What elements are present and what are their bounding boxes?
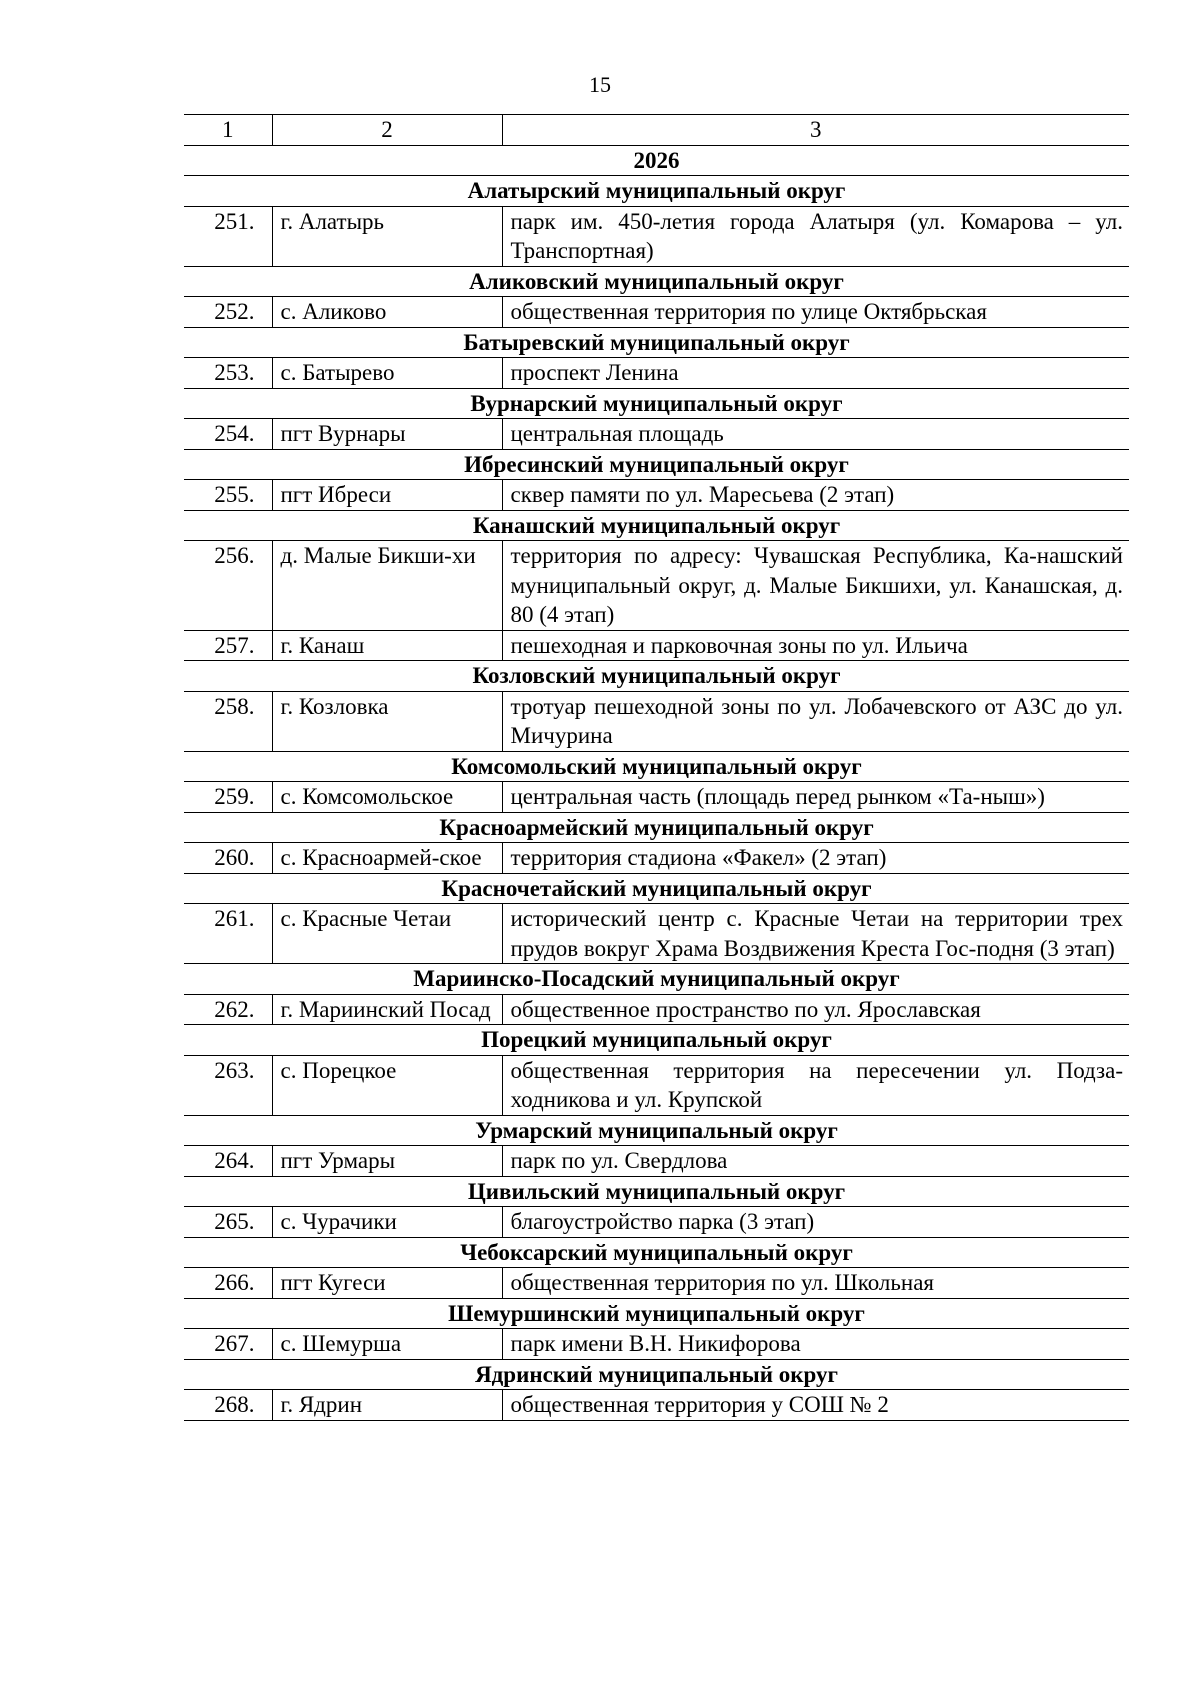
settlement-cell: с. Порецкое (272, 1055, 502, 1115)
year-heading: 2026 (184, 145, 1129, 176)
description-cell: территория стадиона «Факел» (2 этап) (502, 843, 1129, 874)
row-number: 261. (184, 904, 272, 964)
table-body (184, 115, 1129, 1421)
description-cell: благоустройство парка (3 этап) (502, 1207, 1129, 1238)
column-number-1: 1 (184, 115, 272, 146)
settlement-cell: с. Комсомольское (272, 782, 502, 813)
district-heading: Вурнарский муниципальный округ (184, 388, 1129, 419)
settlement-cell: пгт Урмары (272, 1146, 502, 1177)
district-heading-row (184, 1025, 1129, 1056)
settlement-cell: г. Канаш (272, 630, 502, 661)
district-heading: Козловский муниципальный округ (184, 661, 1129, 692)
column-number-3: 3 (502, 115, 1129, 146)
district-heading-row (184, 751, 1129, 782)
district-heading-row (184, 176, 1129, 207)
settlement-cell: с. Красные Четаи (272, 904, 502, 964)
district-heading-row (184, 1237, 1129, 1268)
district-heading: Батыревский муниципальный округ (184, 327, 1129, 358)
year-row (184, 145, 1129, 176)
description-cell: общественная территория по ул. Школьная (502, 1268, 1129, 1299)
page-number: 15 (589, 72, 611, 97)
district-heading: Алатырский муниципальный округ (184, 176, 1129, 207)
description-cell: парк по ул. Свердлова (502, 1146, 1129, 1177)
row-number: 262. (184, 994, 272, 1025)
table-row (184, 1207, 1129, 1238)
row-number: 257. (184, 630, 272, 661)
settlement-cell: пгт Ибреси (272, 480, 502, 511)
row-number: 258. (184, 691, 272, 751)
district-heading: Чебоксарский муниципальный округ (184, 1237, 1129, 1268)
table-row (184, 419, 1129, 450)
row-number: 268. (184, 1390, 272, 1421)
district-heading: Красночетайский муниципальный округ (184, 873, 1129, 904)
district-heading: Порецкий муниципальный округ (184, 1025, 1129, 1056)
district-heading: Аликовский муниципальный округ (184, 266, 1129, 297)
district-heading-row (184, 327, 1129, 358)
table-row (184, 1055, 1129, 1115)
table-row (184, 630, 1129, 661)
column-numbers-row (184, 115, 1129, 146)
table-row (184, 1146, 1129, 1177)
settlement-cell: с. Красноармей-ское (272, 843, 502, 874)
table-row (184, 1329, 1129, 1360)
row-number: 254. (184, 419, 272, 450)
district-heading-row (184, 1115, 1129, 1146)
row-number: 259. (184, 782, 272, 813)
description-cell: общественная территория на пересечении ул. Подза-ходникова и ул. Крупской (502, 1055, 1129, 1115)
table-row (184, 1268, 1129, 1299)
description-cell: пешеходная и парковочная зоны по ул. Ильича (502, 630, 1129, 661)
description-cell: исторический центр с. Красные Четаи на территории трех прудов вокруг Храма Воздвижения Креста Гос-подня (3 этап) (502, 904, 1129, 964)
row-number: 267. (184, 1329, 272, 1360)
settlement-cell: с. Батырево (272, 358, 502, 389)
district-heading-row (184, 661, 1129, 692)
settlement-cell: с. Шемурша (272, 1329, 502, 1360)
settlement-cell: пгт Кугеси (272, 1268, 502, 1299)
row-number: 260. (184, 843, 272, 874)
district-heading-row (184, 266, 1129, 297)
district-heading: Урмарский муниципальный округ (184, 1115, 1129, 1146)
description-cell: парк им. 450-летия города Алатыря (ул. Комарова – ул. Транспортная) (502, 206, 1129, 266)
settlement-cell: д. Малые Бикши-хи (272, 541, 502, 631)
district-heading-row (184, 1298, 1129, 1329)
district-heading: Ядринский муниципальный округ (184, 1359, 1129, 1390)
row-number: 265. (184, 1207, 272, 1238)
description-cell: центральная площадь (502, 419, 1129, 450)
settlement-cell: г. Козловка (272, 691, 502, 751)
district-heading-row (184, 812, 1129, 843)
district-heading-row (184, 873, 1129, 904)
district-heading-row (184, 1176, 1129, 1207)
description-cell: территория по адресу: Чувашская Республика, Ка-нашский муниципальный округ, д. Малые Бикшихи, ул. Канашская, д. 80 (4 этап) (502, 541, 1129, 631)
table-row (184, 297, 1129, 328)
district-heading: Цивильский муниципальный округ (184, 1176, 1129, 1207)
district-heading-row (184, 964, 1129, 995)
settlement-cell: с. Чурачики (272, 1207, 502, 1238)
description-cell: общественная территория у СОШ № 2 (502, 1390, 1129, 1421)
description-cell: тротуар пешеходной зоны по ул. Лобачевского от АЗС до ул. Мичурина (502, 691, 1129, 751)
row-number: 264. (184, 1146, 272, 1177)
table-row (184, 541, 1129, 631)
description-cell: проспект Ленина (502, 358, 1129, 389)
territories-table (184, 114, 1129, 1421)
district-heading-row (184, 388, 1129, 419)
district-heading: Мариинско-Посадский муниципальный округ (184, 964, 1129, 995)
table-row (184, 994, 1129, 1025)
row-number: 255. (184, 480, 272, 511)
settlement-cell: г. Ядрин (272, 1390, 502, 1421)
row-number: 252. (184, 297, 272, 328)
column-number-2: 2 (272, 115, 502, 146)
table-row (184, 691, 1129, 751)
row-number: 266. (184, 1268, 272, 1299)
description-cell: общественная территория по улице Октябрьская (502, 297, 1129, 328)
row-number: 256. (184, 541, 272, 631)
description-cell: центральная часть (площадь перед рынком «Та-ныш») (502, 782, 1129, 813)
description-cell: сквер памяти по ул. Маресьева (2 этап) (502, 480, 1129, 511)
table-row (184, 206, 1129, 266)
district-heading: Комсомольский муниципальный округ (184, 751, 1129, 782)
row-number: 253. (184, 358, 272, 389)
description-cell: общественное пространство по ул. Ярославская (502, 994, 1129, 1025)
row-number: 251. (184, 206, 272, 266)
district-heading-row (184, 1359, 1129, 1390)
table-row (184, 904, 1129, 964)
table-row (184, 358, 1129, 389)
district-heading-row (184, 449, 1129, 480)
settlement-cell: с. Аликово (272, 297, 502, 328)
district-heading: Канашский муниципальный округ (184, 510, 1129, 541)
row-number: 263. (184, 1055, 272, 1115)
table-row (184, 1390, 1129, 1421)
settlement-cell: г. Алатырь (272, 206, 502, 266)
settlement-cell: г. Мариинский Посад (272, 994, 502, 1025)
district-heading: Красноармейский муниципальный округ (184, 812, 1129, 843)
table-row (184, 480, 1129, 511)
description-cell: парк имени В.Н. Никифорова (502, 1329, 1129, 1360)
table-row (184, 843, 1129, 874)
district-heading: Шемуршинский муниципальный округ (184, 1298, 1129, 1329)
district-heading: Ибресинский муниципальный округ (184, 449, 1129, 480)
table-row (184, 782, 1129, 813)
settlement-cell: пгт Вурнары (272, 419, 502, 450)
district-heading-row (184, 510, 1129, 541)
